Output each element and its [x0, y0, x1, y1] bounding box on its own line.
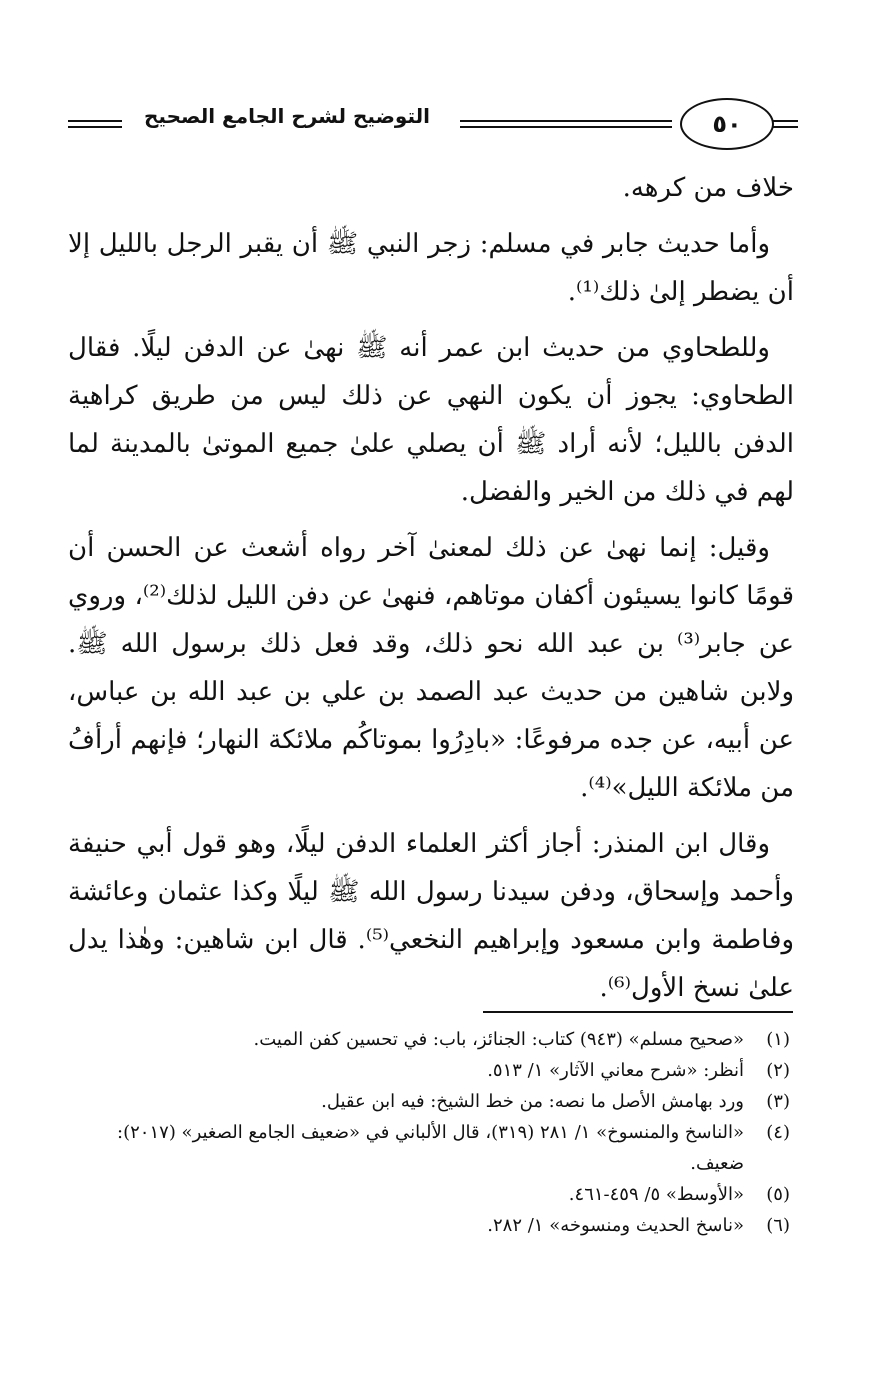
paragraph: وقال ابن المنذر: أجاز أكثر العلماء الدفن ليلًا، وهو قول أبي حنيفة وأحمد وإسحاق، ودفن سيدنا رسول الله ﷺ ليلًا وكذا عثمان وعائشة وفاطمة وابن مسعود وإبراهيم النخعي⁽⁵⁾. قال ابن شاهين: وهٰذا يدل علىٰ نسخ الأول⁽⁶⁾. [68, 829, 794, 1003]
header-rule-right [772, 120, 798, 122]
paragraph: وقيل: إنما نهىٰ عن ذلك لمعنىٰ آخر رواه أشعث عن الحسن أن قومًا كانوا يسيئون أكفان موتاهم، فنهىٰ عن دفن الليل لذلك⁽²⁾، وروي عن جابر⁽³⁾ بن عبد الله نحو ذلك، وقد فعل ذلك برسول الله ﷺ. ولابن شاهين من حديث عبد الصمد بن علي بن عبد الله بن عباس، عن أبيه، عن جده مرفوعًا: «بادِرُوا بموتاكُم ملائكة النهار؛ فإنهم أرأفُ من ملائكة الليل»⁽⁴⁾. [68, 533, 795, 803]
page-header [68, 98, 798, 154]
footnote-text: «الأوسط» ٥/ ٤٥٩-٤٦١. [568, 1184, 744, 1205]
footnote-number: (٥) [766, 1184, 790, 1205]
footnote-number: (٤) [766, 1122, 790, 1143]
paragraph: وللطحاوي من حديث ابن عمر أنه ﷺ نهىٰ عن الدفن ليلًا. فقال الطحاوي: يجوز أن يكون النهي عن ذلك ليس من طريق كراهية الدفن بالليل؛ لأنه أراد ﷺ أن يصلي علىٰ جميع الموتىٰ بالمدينة لما لهم في ذلك من الخير والفضل. [68, 333, 794, 507]
footnote-number: (٣) [766, 1091, 790, 1112]
running-title: التوضيح لشرح الجامع الصحيح [144, 104, 430, 128]
footnote [68, 1055, 790, 1086]
paragraph: وأما حديث جابر في مسلم: زجر النبي ﷺ أن يقبر الرجل بالليل إلا أن يضطر إلىٰ ذلك⁽¹⁾. [68, 229, 794, 307]
header-rule-right [772, 126, 798, 128]
footnote [68, 1210, 790, 1241]
paragraph: خلاف من كرهه. [622, 173, 794, 203]
footnotes [68, 1024, 790, 1241]
header-rule-middle [460, 120, 672, 122]
header-rule-left [68, 120, 122, 122]
footnote-separator [483, 1011, 793, 1013]
footnote-number: (٢) [766, 1060, 790, 1081]
footnote [68, 1179, 790, 1210]
footnote-number: (٦) [766, 1215, 790, 1236]
footnote [68, 1117, 790, 1179]
footnote [68, 1024, 790, 1055]
footnote [68, 1086, 790, 1117]
header-rule-middle [460, 126, 672, 128]
footnote-text: أنظر: «شرح معاني الآثار» ١/ ٥١٣. [487, 1060, 744, 1081]
footnote-text: «الناسخ والمنسوخ» ١/ ٢٨١ (٣١٩)، قال الألباني في «ضعيف الجامع الصغير» (٢٠١٧): ضعيف. [117, 1122, 744, 1174]
main-text [68, 164, 794, 1020]
footnote-text: ورد بهامش الأصل ما نصه: من خط الشيخ: فيه ابن عقيل. [321, 1091, 744, 1112]
footnote-text: «ناسخ الحديث ومنسوخه» ١/ ٢٨٢. [487, 1215, 744, 1236]
header-rule-left [68, 126, 122, 128]
footnote-text: «صحيح مسلم» (٩٤٣) كتاب: الجنائز، باب: في تحسين كفن الميت. [253, 1029, 744, 1050]
page-number: ٥٠ [680, 98, 774, 150]
footnote-number: (١) [766, 1029, 790, 1050]
